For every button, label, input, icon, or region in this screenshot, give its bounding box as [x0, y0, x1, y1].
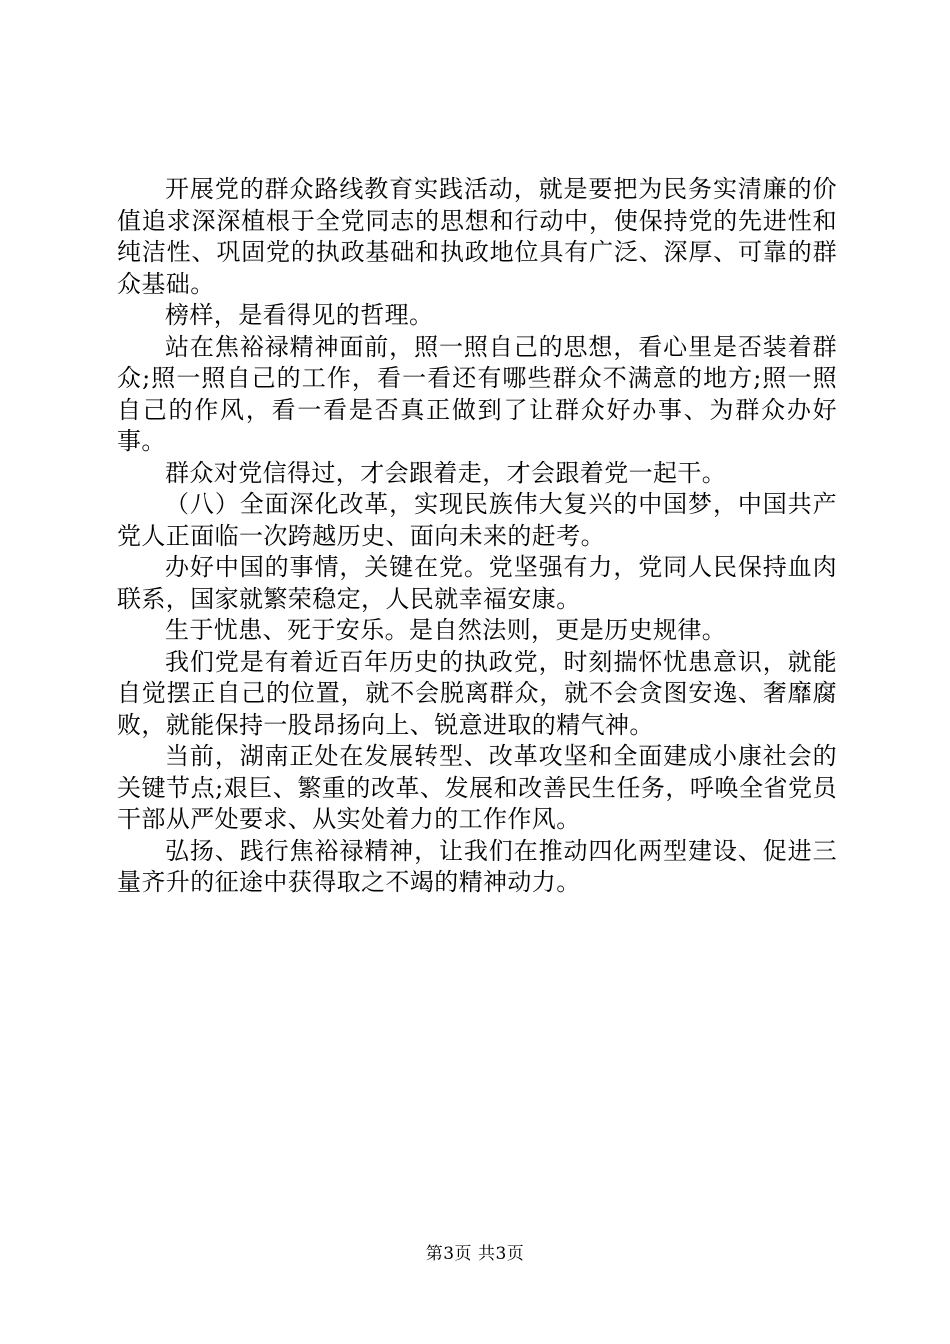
paragraph: 弘扬、践行焦裕禄精神，让我们在推动四化两型建设、促进三量齐升的征途中获得取之不竭的精神动力。 [117, 836, 837, 896]
paragraph: 生于忧患、死于安乐。是自然法则，更是历史规律。 [165, 616, 727, 644]
document-body [117, 174, 837, 899]
page-number-footer: 第3页 共3页 [425, 1244, 525, 1264]
paragraph: 榜样，是看得见的哲理。 [165, 301, 434, 329]
paragraph: 当前，湖南正处在发展转型、改革攻坚和全面建成小康社会的关键节点;艰巨、繁重的改革、发展和改善民生任务，呼唤全省党员干部从严处要求、从实处着力的工作作风。 [117, 742, 837, 833]
paragraph: 办好中国的事情，关键在党。党坚强有力，党同人民保持血肉联系，国家就繁荣稳定，人民就幸福安康。 [117, 553, 837, 613]
paragraph: 开展党的群众路线教育实践活动，就是要把为民务实清廉的价值追求深深植根于全党同志的思想和行动中，使保持党的先进性和纯洁性、巩固党的执政基础和执政地位具有广泛、深厚、可靠的群众基础。 [117, 175, 837, 298]
paragraph: （八）全面深化改革，实现民族伟大复兴的中国梦，中国共产党人正面临一次跨越历史、面向未来的赶考。 [117, 490, 837, 550]
paragraph: 群众对党信得过，才会跟着走，才会跟着党一起干。 [165, 458, 727, 487]
paragraph: 站在焦裕禄精神面前，照一照自己的思想，看心里是否装着群众;照一照自己的工作，看一看还有哪些群众不满意的地方;照一照自己的作风，看一看是否真正做到了让群众好办事、为群众办好事。 [117, 332, 837, 455]
paragraph: 我们党是有着近百年历史的执政党，时刻揣怀忧患意识，就能自觉摆正自己的位置，就不会脱离群众，就不会贪图安逸、奢靡腐败，就能保持一股昂扬向上、锐意进取的精气神。 [117, 647, 837, 739]
